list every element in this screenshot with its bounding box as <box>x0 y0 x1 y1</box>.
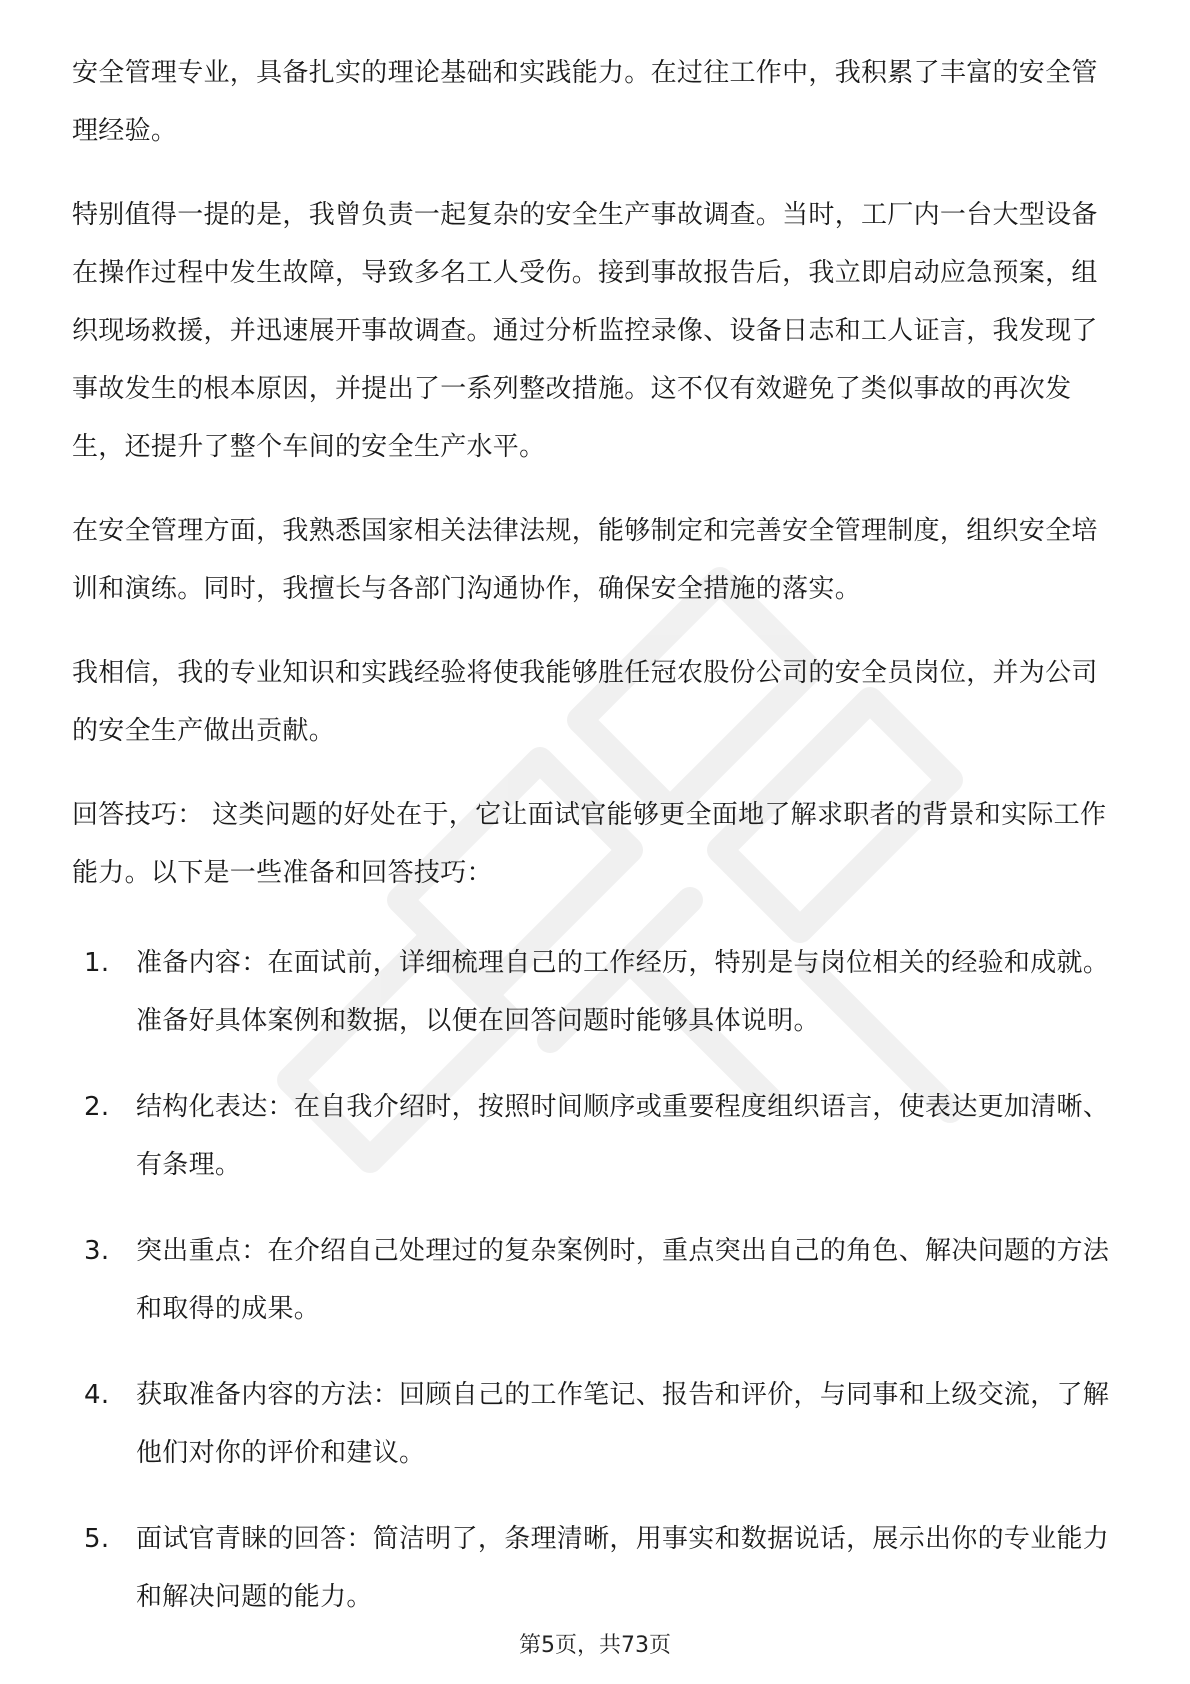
list-item-text: 在介绍自己处理过的复杂案例时，重点突出自己的角色、解决问题的方法和取得的成果。 <box>136 1236 1110 1324</box>
list-item <box>84 1510 1120 1626</box>
list-item <box>84 934 1120 1050</box>
tips-intro: 回答技巧： 这类问题的好处在于，它让面试官能够更全面地了解求职者的背景和实际工作能力。以下是一些准备和回答技巧： <box>72 800 1107 888</box>
paragraph: 安全管理专业，具备扎实的理论基础和实践能力。在过往工作中，我积累了丰富的安全管理经验。 <box>72 58 1098 146</box>
list-item-text: 在面试前，详细梳理自己的工作经历，特别是与岗位相关的经验和成就。准备好具体案例和数据，以便在回答问题时能够具体说明。 <box>136 948 1110 1036</box>
list-item-label: 准备内容： <box>136 948 268 978</box>
list-number: 1. <box>84 948 110 978</box>
list-item-text: 回顾自己的工作笔记、报告和评价，与同事和上级交流，了解他们对你的评价和建议。 <box>136 1380 1110 1468</box>
list-item-label: 获取准备内容的方法： <box>136 1380 400 1410</box>
page-footer: 第5页，共73页 <box>519 1633 671 1658</box>
list-item-text: 简洁明了，条理清晰，用事实和数据说话，展示出你的专业能力和解决问题的能力。 <box>136 1524 1110 1612</box>
list-item-label: 结构化表达： <box>136 1092 294 1122</box>
paragraph: 我相信，我的专业知识和实践经验将使我能够胜任冠农股份公司的安全员岗位，并为公司的安全生产做出贡献。 <box>72 658 1098 746</box>
list-number: 4. <box>84 1380 110 1410</box>
list-number: 2. <box>84 1092 110 1122</box>
list-item-label: 突出重点： <box>136 1236 268 1266</box>
document-body <box>72 44 1120 1654</box>
list-number: 5. <box>84 1524 110 1554</box>
list-item <box>84 1222 1120 1338</box>
list-item-label: 面试官青睐的回答： <box>136 1524 373 1554</box>
tips-list <box>72 934 1120 1626</box>
list-number: 3. <box>84 1236 110 1266</box>
list-item <box>84 1366 1120 1482</box>
paragraph: 在安全管理方面，我熟悉国家相关法律法规，能够制定和完善安全管理制度，组织安全培训和演练。同时，我擅长与各部门沟通协作，确保安全措施的落实。 <box>72 516 1098 604</box>
list-item-text: 在自我介绍时，按照时间顺序或重要程度组织语言，使表达更加清晰、有条理。 <box>136 1092 1110 1180</box>
list-item <box>84 1078 1120 1194</box>
paragraph: 特别值得一提的是，我曾负责一起复杂的安全生产事故调查。当时，工厂内一台大型设备在操作过程中发生故障，导致多名工人受伤。接到事故报告后，我立即启动应急预案，组织现场救援，并迅速展开事故调查。通过分析监控录像、设备日志和工人证言，我发现了事故发生的根本原因，并提出了一系列整改措施。这不仅有效避免了类似事故的再次发生，还提升了整个车间的安全生产水平。 <box>72 200 1098 462</box>
